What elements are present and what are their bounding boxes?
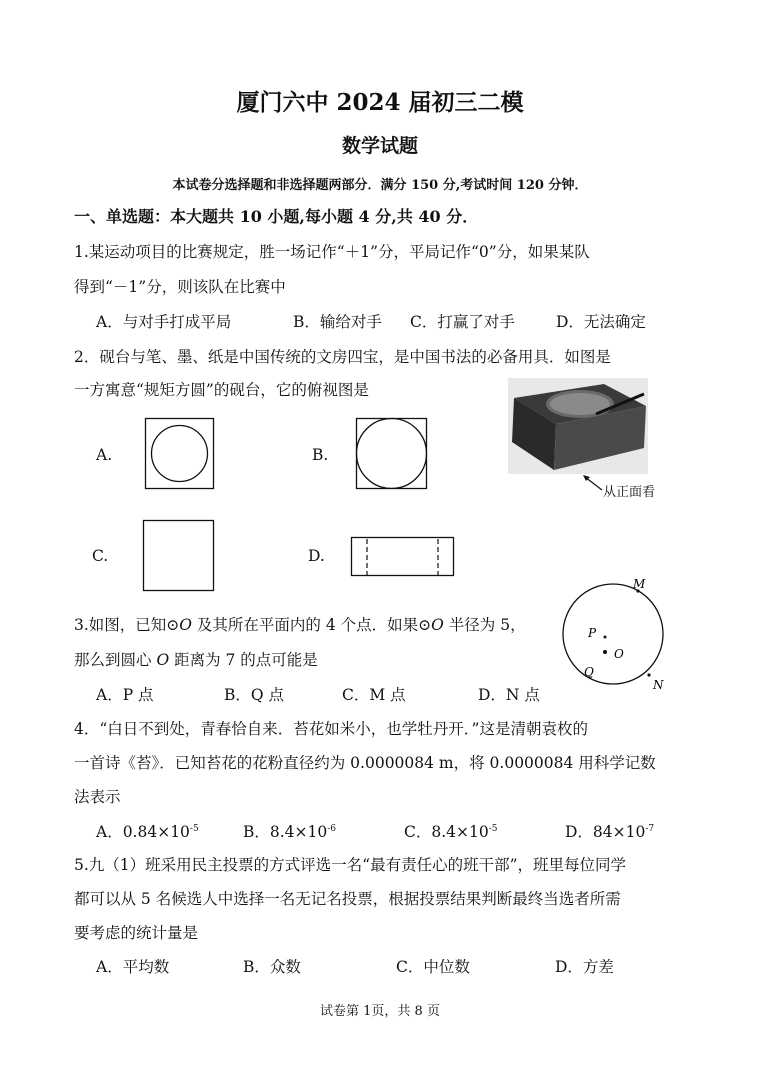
- q5-option-c: C．中位数: [396, 958, 470, 976]
- q2-option-a-label: A.: [96, 446, 113, 464]
- q4-option-b: B．$8.4\times 10^{-6}$: [243, 823, 337, 841]
- q2-option-a-figure: [145, 418, 215, 490]
- q4-option-d: D．$84\times 10^{-7}$: [565, 823, 655, 841]
- q4-line2: 一首诗《苔》．已知苔花的花粉直径约为 0.0000084 m，将 0.0000084 用科学记数: [74, 754, 656, 772]
- q3-line2: 那么到圆心 O 距离为 7 的点可能是: [74, 651, 318, 669]
- q2-line1: 2．砚台与笔、墨、纸是中国传统的文房四宝，是中国书法的必备用具．如图是: [74, 348, 611, 366]
- q4-line1: 4．“白日不到处，青春恰自来．苔花如米小，也学牡丹开．”这是清朝袁枚的: [74, 720, 588, 738]
- q2-option-b-figure: [356, 418, 428, 490]
- label-m: M: [633, 577, 646, 591]
- q5-option-d: D．方差: [555, 958, 614, 976]
- inkstone-photo: [508, 378, 648, 474]
- photo-caption: 从正面看: [603, 485, 656, 500]
- q1-option-d: D．无法确定: [556, 313, 646, 331]
- q5-option-a: A．平均数: [96, 958, 170, 976]
- q2-option-c-label: C.: [92, 547, 109, 565]
- exam-note: 本试卷分选择题和非选择题两部分．满分 150 分,考试时间 120 分钟．: [172, 178, 588, 193]
- q4-option-c: C．$8.4\times 10^{-5}$: [404, 823, 498, 841]
- q3-circle-figure: [560, 575, 670, 695]
- q3-option-b: B．Q 点: [224, 686, 285, 704]
- q2-option-b-label: B.: [312, 446, 329, 464]
- q1-option-b: B．输给对手: [293, 313, 382, 331]
- exam-subtitle: 数学试题: [341, 135, 418, 157]
- q1-line1: 1.某运动项目的比赛规定，胜一场记作“＋1”分，平局记作“0”分，如果某队: [74, 243, 590, 261]
- label-n: N: [653, 678, 664, 692]
- label-o: O: [614, 647, 624, 661]
- label-q: Q: [584, 665, 594, 679]
- section-heading: 一、单选题：本大题共 10 小题,每小题 4 分,共 40 分．: [74, 207, 479, 226]
- q2-option-d-figure: [351, 537, 455, 577]
- exam-title: 厦门六中 2024 届初三二模: [236, 89, 524, 116]
- q2-option-d-label: D.: [308, 547, 325, 565]
- q5-line2: 都可以从 5 名候选人中选择一名无记名投票，根据投票结果判断最终当选者所需: [74, 890, 621, 908]
- page-footer: 试卷第 1页，共 8 页: [320, 1004, 440, 1019]
- q4-option-a: A．$0.84\times 10^{-5}$: [96, 823, 199, 841]
- q5-line3: 要考虑的统计量是: [74, 924, 199, 942]
- q3-option-a: A．P 点: [96, 686, 154, 704]
- q3-option-d: D．N 点: [478, 686, 540, 704]
- q2-option-c-figure: [143, 520, 215, 592]
- q1-option-c: C．打赢了对手: [410, 313, 515, 331]
- q3-line1: 3.如图，已知⊙O 及其所在平面内的 4 个点．如果⊙O 半径为 5，: [74, 616, 526, 634]
- label-p: P: [588, 626, 597, 640]
- q4-line3: 法表示: [74, 788, 121, 806]
- q1-option-a: A．与对手打成平局: [96, 313, 232, 331]
- q5-line1: 5.九（1）班采用民主投票的方式评选一名“最有责任心的班干部”，班里每位同学: [74, 856, 627, 874]
- q2-line2: 一方寓意“规矩方圆”的砚台，它的俯视图是: [74, 381, 369, 399]
- q5-option-b: B．众数: [243, 958, 301, 976]
- view-arrow: [582, 474, 604, 492]
- q3-option-c: C．M 点: [342, 686, 406, 704]
- q1-line2: 得到“－1”分，则该队在比赛中: [74, 278, 286, 296]
